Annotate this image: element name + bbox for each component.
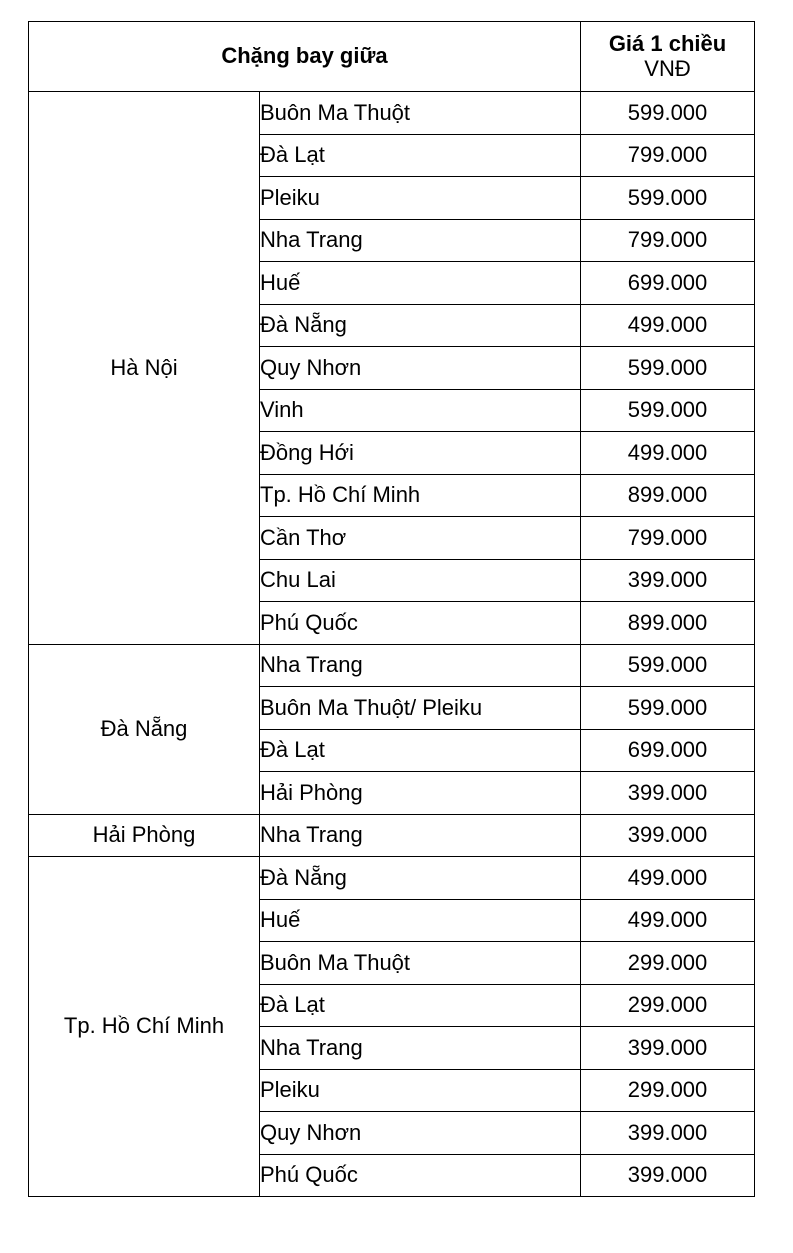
header-price-title: Giá 1 chiều xyxy=(608,31,727,57)
destination-cell: Nha Trang xyxy=(260,219,581,262)
destination-cell: Hải Phòng xyxy=(260,772,581,815)
price-cell: 899.000 xyxy=(581,602,755,645)
price-cell: 399.000 xyxy=(581,772,755,815)
price-cell: 699.000 xyxy=(581,729,755,772)
price-cell: 799.000 xyxy=(581,517,755,560)
destination-cell: Tp. Hồ Chí Minh xyxy=(260,474,581,517)
price-cell: 899.000 xyxy=(581,474,755,517)
destination-cell: Chu Lai xyxy=(260,559,581,602)
header-price xyxy=(581,22,755,92)
destination-cell: Buôn Ma Thuột xyxy=(260,942,581,985)
table-row xyxy=(29,644,755,687)
destination-cell: Đà Lạt xyxy=(260,729,581,772)
destination-cell: Phú Quốc xyxy=(260,602,581,645)
price-cell: 399.000 xyxy=(581,1027,755,1070)
price-cell: 499.000 xyxy=(581,432,755,475)
price-cell: 599.000 xyxy=(581,92,755,135)
price-cell: 799.000 xyxy=(581,219,755,262)
price-cell: 399.000 xyxy=(581,814,755,857)
destination-cell: Đà Lạt xyxy=(260,134,581,177)
origin-cell: Đà Nẵng xyxy=(29,644,260,814)
fare-table-body xyxy=(29,92,755,1197)
destination-cell: Buôn Ma Thuột/ Pleiku xyxy=(260,687,581,730)
destination-cell: Quy Nhơn xyxy=(260,347,581,390)
price-cell: 299.000 xyxy=(581,942,755,985)
destination-cell: Đà Lạt xyxy=(260,984,581,1027)
origin-cell: Hà Nội xyxy=(29,92,260,645)
price-cell: 499.000 xyxy=(581,304,755,347)
destination-cell: Nha Trang xyxy=(260,814,581,857)
price-cell: 599.000 xyxy=(581,177,755,220)
price-cell: 399.000 xyxy=(581,1154,755,1197)
fare-table xyxy=(28,21,755,1197)
destination-cell: Phú Quốc xyxy=(260,1154,581,1197)
destination-cell: Cần Thơ xyxy=(260,517,581,560)
destination-cell: Đồng Hới xyxy=(260,432,581,475)
destination-cell: Đà Nẵng xyxy=(260,304,581,347)
destination-cell: Pleiku xyxy=(260,1069,581,1112)
price-cell: 399.000 xyxy=(581,559,755,602)
header-route: Chặng bay giữa xyxy=(29,22,581,92)
origin-cell: Hải Phòng xyxy=(29,814,260,857)
price-cell: 499.000 xyxy=(581,857,755,900)
header-row xyxy=(29,22,755,92)
price-cell: 599.000 xyxy=(581,644,755,687)
destination-cell: Buôn Ma Thuột xyxy=(260,92,581,135)
price-cell: 699.000 xyxy=(581,262,755,305)
destination-cell: Pleiku xyxy=(260,177,581,220)
header-price-currency: VNĐ xyxy=(644,55,691,81)
destination-cell: Huế xyxy=(260,262,581,305)
price-cell: 299.000 xyxy=(581,984,755,1027)
destination-cell: Đà Nẵng xyxy=(260,857,581,900)
destination-cell: Nha Trang xyxy=(260,644,581,687)
destination-cell: Quy Nhơn xyxy=(260,1112,581,1155)
destination-cell: Nha Trang xyxy=(260,1027,581,1070)
price-cell: 399.000 xyxy=(581,1112,755,1155)
table-row xyxy=(29,857,755,900)
destination-cell: Vinh xyxy=(260,389,581,432)
price-cell: 799.000 xyxy=(581,134,755,177)
origin-cell: Tp. Hồ Chí Minh xyxy=(29,857,260,1197)
price-cell: 499.000 xyxy=(581,899,755,942)
destination-cell: Huế xyxy=(260,899,581,942)
price-cell: 599.000 xyxy=(581,687,755,730)
table-row xyxy=(29,92,755,135)
price-cell: 599.000 xyxy=(581,389,755,432)
table-row xyxy=(29,814,755,857)
price-cell: 599.000 xyxy=(581,347,755,390)
price-cell: 299.000 xyxy=(581,1069,755,1112)
